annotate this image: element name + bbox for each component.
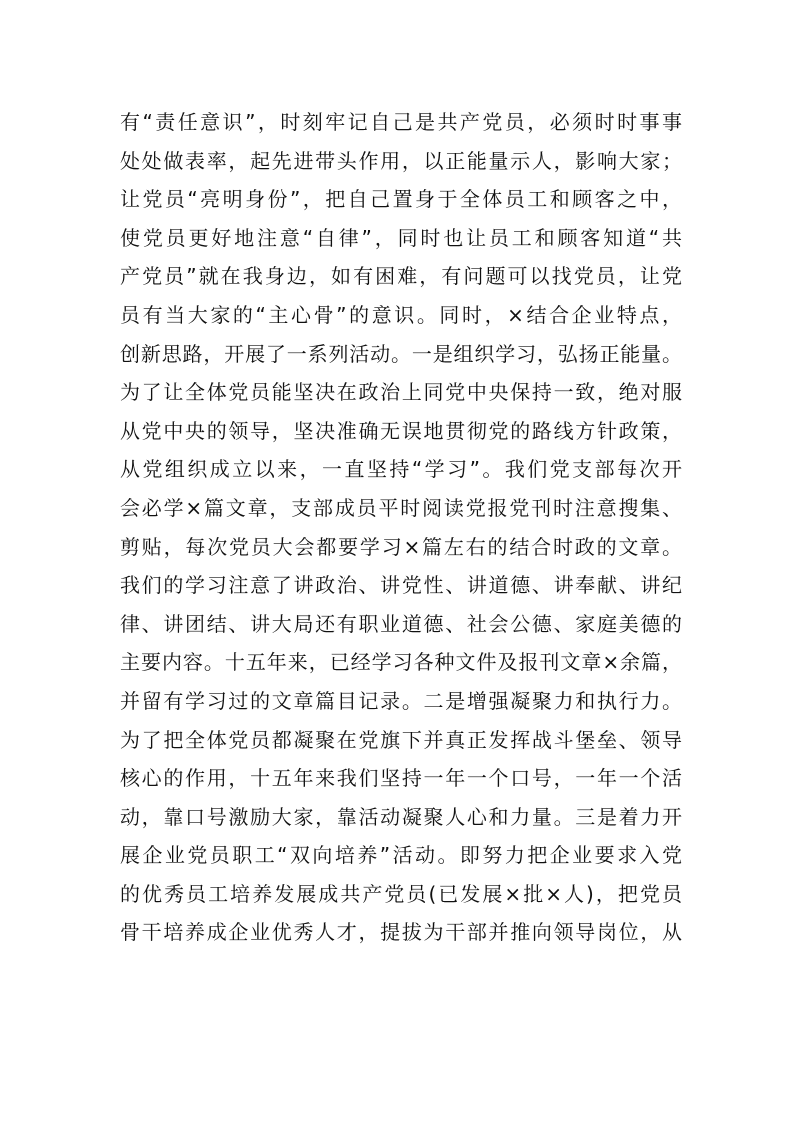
text-line: 律、讲团结、讲大局还有职业道德、社会公德、家庭美德的 xyxy=(120,611,682,636)
text-line: 让党员“亮明身份”，把自己置身于全体员工和顾客之中， xyxy=(120,187,682,212)
text-line: 展企业党员职工“双向培养”活动。即努力把企业要求入党 xyxy=(120,843,682,868)
text-line: 有“责任意识”，时刻牢记自己是共产党员，必须时时事事 xyxy=(120,110,682,134)
text-line: 使党员更好地注意“自律”，同时也让员工和顾客知道“共 xyxy=(120,225,682,250)
text-line: 产党员”就在我身边，如有困难，有问题可以找党员，让党 xyxy=(120,264,682,289)
text-line: 核心的作用，十五年来我们坚持一年一个口号，一年一个活 xyxy=(120,766,682,791)
text-line: 骨干培养成企业优秀人才，提拔为干部并推向领导岗位，从 xyxy=(120,920,682,945)
text-line: 并留有学习过的文章篇目记录。二是增强凝聚力和执行力。 xyxy=(120,688,682,713)
text-line: 从党中央的领导，坚决准确无误地贯彻党的路线方针政策， xyxy=(120,418,682,443)
text-line: 动，靠口号激励大家，靠活动凝聚人心和力量。三是着力开 xyxy=(120,804,682,829)
text-line: 会必学×篇文章，支部成员平时阅读党报党刊时注意搜集、 xyxy=(120,495,682,520)
text-line: 剪贴，每次党员大会都要学习×篇左右的结合时政的文章。 xyxy=(120,534,682,559)
text-line: 从党组织成立以来，一直坚持“学习”。我们党支部每次开 xyxy=(120,457,682,482)
text-line: 我们的学习注意了讲政治、讲党性、讲道德、讲奉献、讲纪 xyxy=(120,573,682,598)
text-line: 创新思路，开展了一系列活动。一是组织学习，弘扬正能量。 xyxy=(120,341,682,366)
text-line: 的优秀员工培养发展成共产党员(已发展×批×人)，把党员 xyxy=(120,881,682,906)
text-line: 员有当大家的“主心骨”的意识。同时，×结合企业特点， xyxy=(120,302,682,327)
text-line: 处处做表率，起先进带头作用，以正能量示人，影响大家； xyxy=(120,148,682,173)
body-text xyxy=(120,103,682,952)
text-line: 为了让全体党员能坚决在政治上同党中央保持一致，绝对服 xyxy=(120,380,682,405)
text-line: 主要内容。十五年来，已经学习各种文件及报刊文章×余篇， xyxy=(120,650,682,675)
text-line: 为了把全体党员都凝聚在党旗下并真正发挥战斗堡垒、领导 xyxy=(120,727,682,752)
